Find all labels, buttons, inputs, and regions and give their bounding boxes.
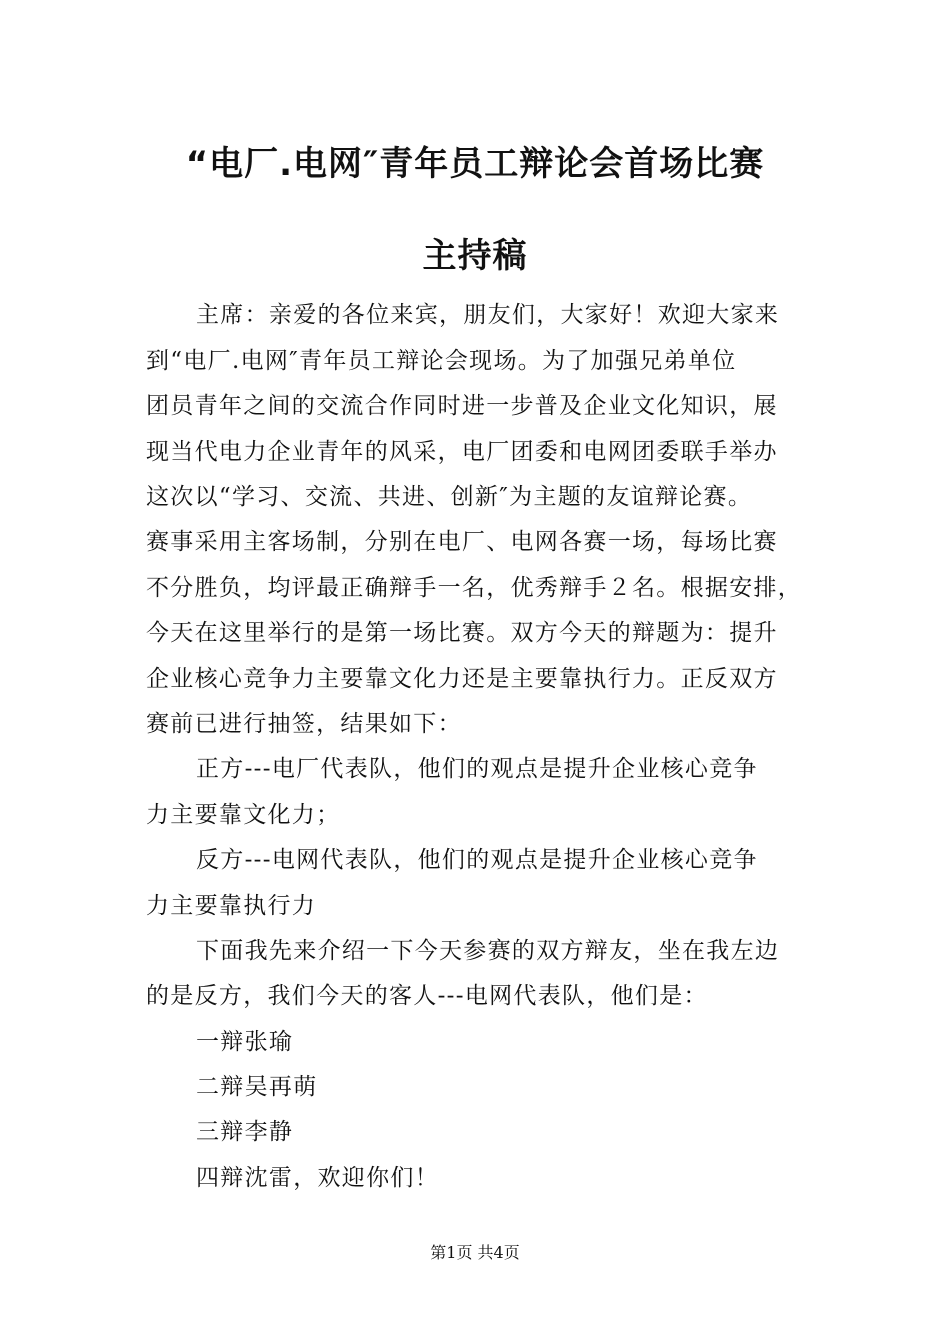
paragraph-line: 这次以“学习、交流、共进、创新″为主题的友谊辩论赛。 [146,484,753,510]
paragraph-line: 赛前已进行抽签，结果如下： [146,711,462,737]
page-footer: 第1页 共4页 [430,1243,520,1262]
paragraph-line: 正方---电厂代表队，他们的观点是提升企业核心竞争 [196,756,758,782]
paragraph-line: 四辩沈雷，欢迎你们！ [196,1165,439,1191]
paragraph-line: 现当代电力企业青年的风采，电厂团委和电网团委联手举办 [146,439,778,465]
paragraph-line: 的是反方，我们今天的客人---电网代表队，他们是： [146,983,708,1009]
document-title-line-2: 主持稿 [422,236,528,276]
paragraph-line: 下面我先来介绍一下今天参赛的双方辩友，坐在我左边 [196,938,780,964]
paragraph-line: 不分胜负，均评最正确辩手一名，优秀辩手２名。根据安排， [146,575,803,601]
paragraph-line: 一辩张瑜 [196,1029,294,1055]
paragraph-line: 反方---电网代表队，他们的观点是提升企业核心竞争 [196,847,758,873]
paragraph-line: 今天在这里举行的是第一场比赛。双方今天的辩题为：提升 [146,620,778,646]
document-title-line-1: “电厂.电网″青年员工辩论会首场比赛 [185,144,765,184]
paragraph-line: 三辩李静 [196,1119,294,1145]
paragraph-line: 到“电厂.电网″青年员工辩论会现场。为了加强兄弟单位 [146,348,737,374]
paragraph-line: 团员青年之间的交流合作同时进一步普及企业文化知识，展 [146,393,778,419]
paragraph-line: 主席：亲爱的各位来宾，朋友们，大家好！欢迎大家来 [196,302,780,328]
paragraph-line: 企业核心竞争力主要靠文化力还是主要靠执行力。正反双方 [146,666,778,692]
paragraph-line: 力主要靠文化力； [146,802,341,828]
paragraph-line: 赛事采用主客场制，分别在电厂、电网各赛一场，每场比赛 [146,529,778,555]
paragraph-line: 力主要靠执行力 [146,893,317,919]
paragraph-line: 二辩吴再萌 [196,1074,318,1100]
